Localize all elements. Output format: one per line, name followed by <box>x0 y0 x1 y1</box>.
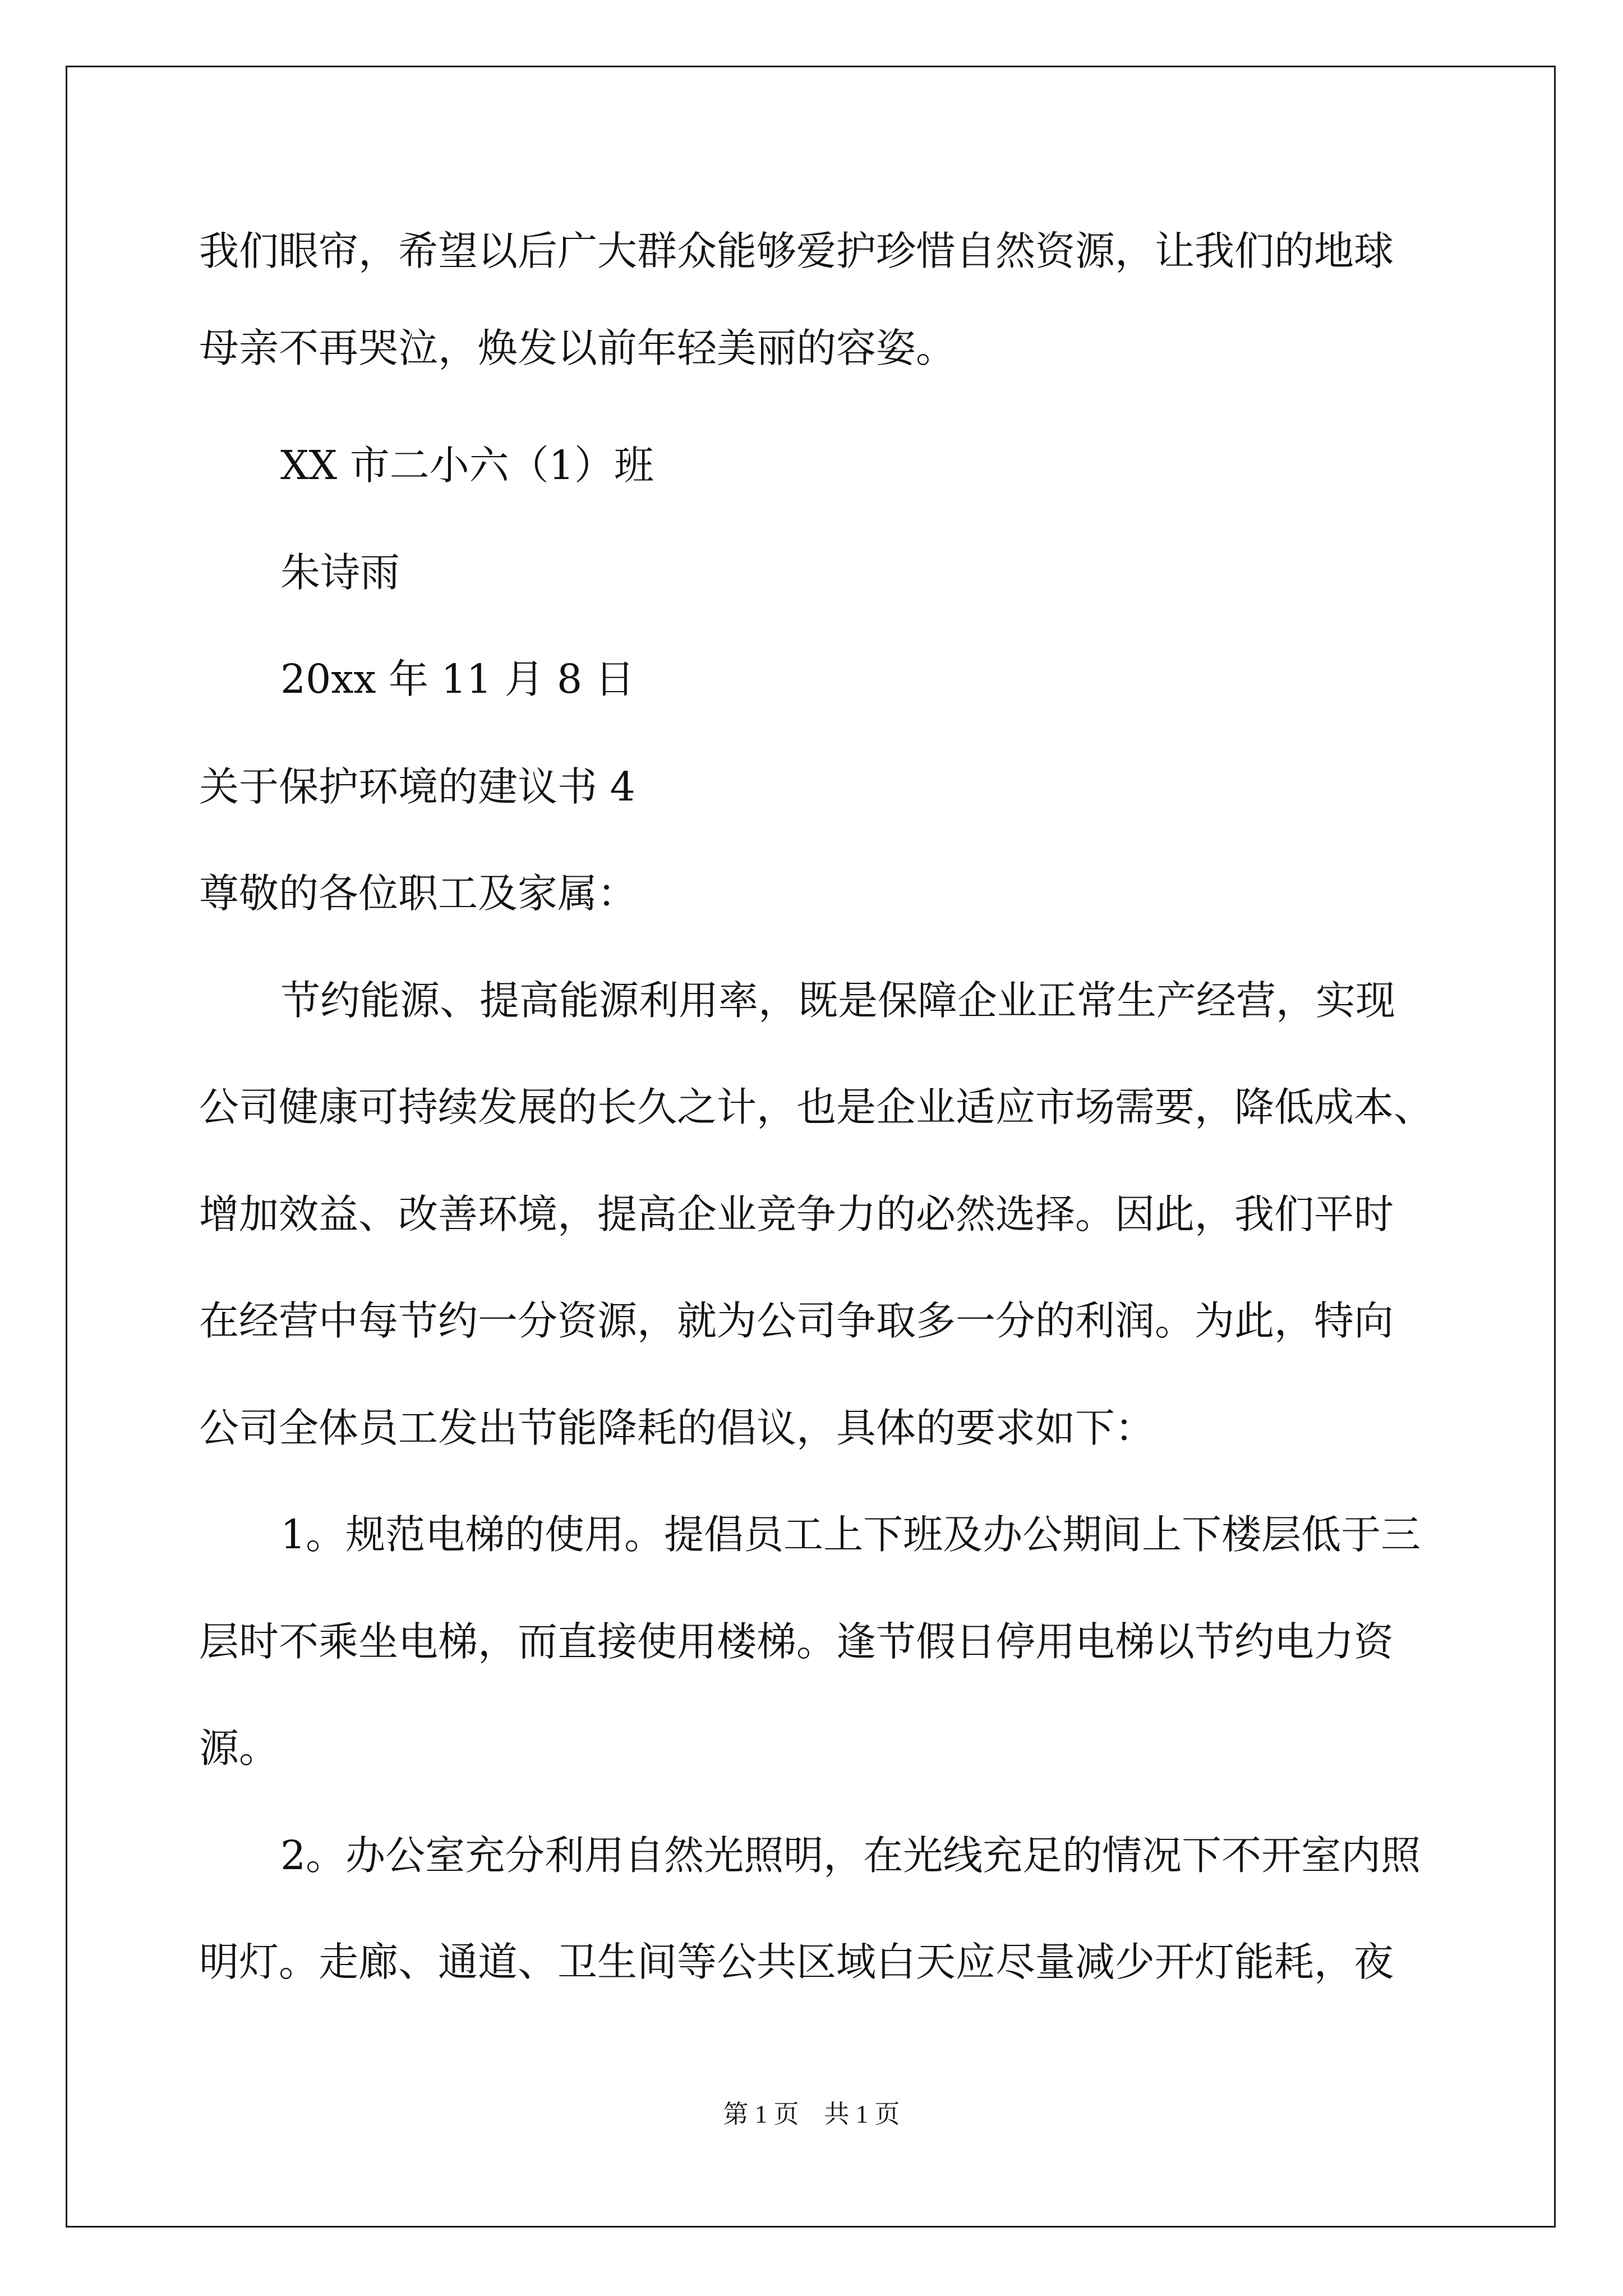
salutation: 尊敬的各位职工及家属： <box>199 870 638 917</box>
body-line-4: 公司健康可持续发展的长久之计，也是企业适应市场需要，降低成本、 <box>199 1084 1434 1130</box>
page-footer: 第 1 页 共 1 页 <box>723 2100 900 2128</box>
body-line-5: 增加效益、改善环境，提高企业竞争力的必然选择。因此，我们平时 <box>199 1191 1394 1237</box>
class-signature: XX 市二小六（1）班 <box>280 442 654 489</box>
list-item-1-line-1: 1。规范电梯的使用。提倡员工上下班及办公期间上下楼层低于三 <box>280 1511 1421 1558</box>
list-item-2-line-2: 明灯。走廊、通道、卫生间等公共区域白天应尽量减少开灯能耗，夜 <box>199 1939 1394 1985</box>
list-item-2-line-1: 2。办公室充分利用自然光照明，在光线充足的情况下不开室内照 <box>280 1832 1421 1879</box>
body-line-1: 我们眼帘，希望以后广大群众能够爱护珍惜自然资源，让我们的地球 <box>199 228 1394 274</box>
author-name: 朱诗雨 <box>280 549 400 596</box>
list-item-1-line-3: 源。 <box>199 1725 279 1772</box>
body-line-2: 母亲不再哭泣，焕发以前年轻美丽的容姿。 <box>199 325 956 371</box>
page-border <box>66 66 1556 2228</box>
body-line-3: 节约能源、提高能源利用率，既是保障企业正常生产经营，实现 <box>280 977 1396 1024</box>
body-line-7: 公司全体员工发出节能降耗的倡议，具体的要求如下： <box>199 1405 1155 1451</box>
list-item-1-line-2: 层时不乘坐电梯，而直接使用楼梯。逢节假日停用电梯以节约电力资 <box>199 1618 1394 1665</box>
letter-date: 20xx 年 11 月 8 日 <box>280 656 635 702</box>
section-title: 关于保护环境的建议书 4 <box>199 763 635 810</box>
body-line-6: 在经营中每节约一分资源，就为公司争取多一分的利润。为此，特向 <box>199 1297 1394 1344</box>
